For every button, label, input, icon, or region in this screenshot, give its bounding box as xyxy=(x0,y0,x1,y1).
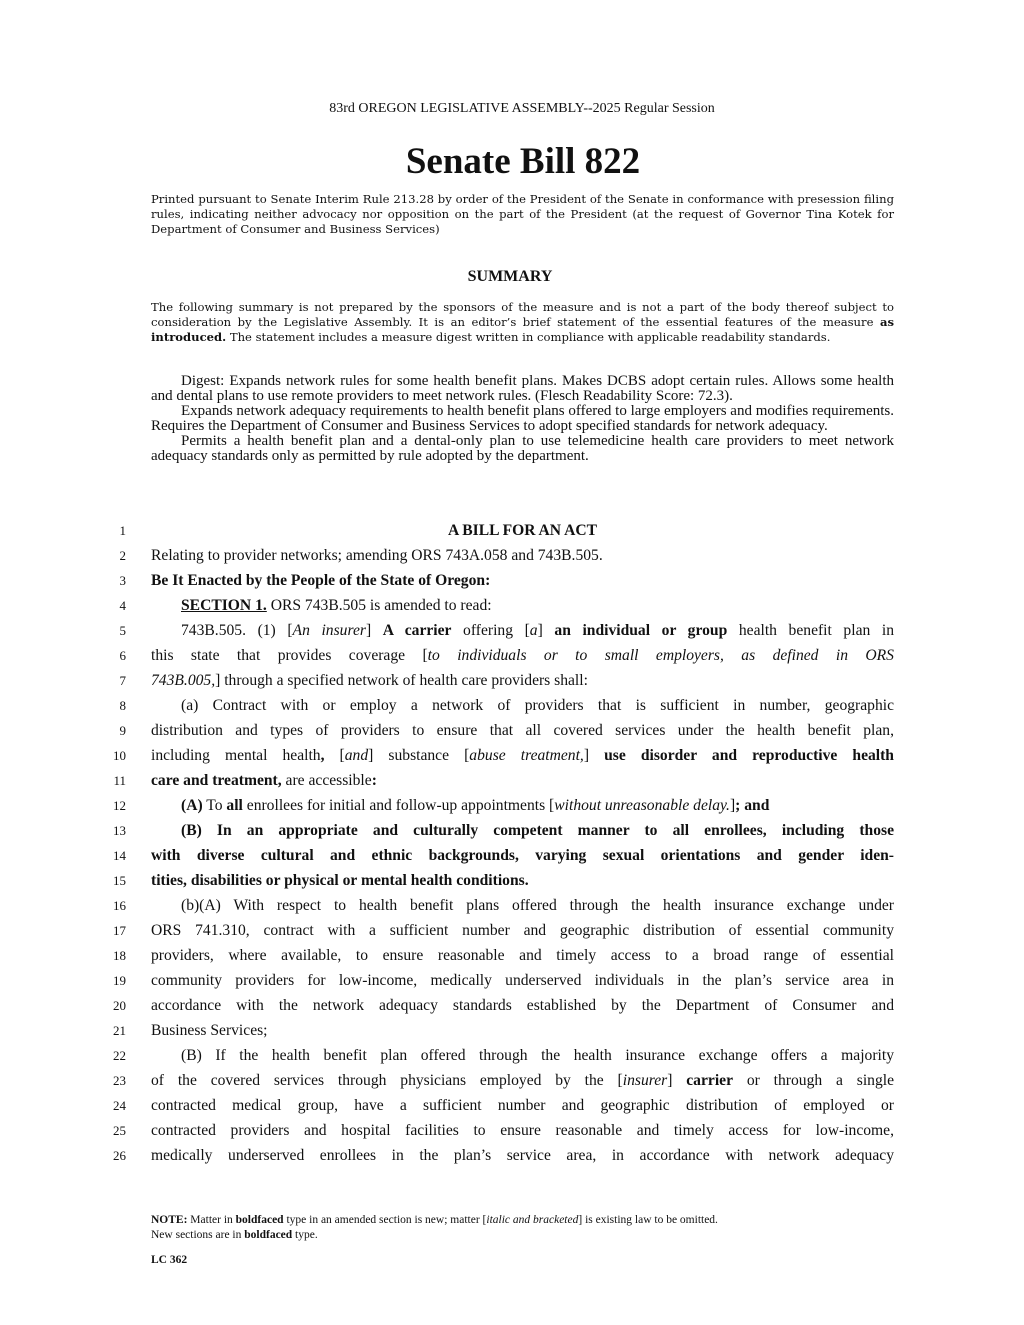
digest xyxy=(151,374,894,464)
bill-line: accordance with the network adequacy standards established by the Department of Consumer and xyxy=(151,997,894,1014)
bill-title: Senate Bill 822 xyxy=(405,141,641,182)
summary-heading: SUMMARY xyxy=(467,268,553,285)
bill-line: care and treatment, are accessible: xyxy=(151,772,377,789)
relating-clause: Relating to provider networks; amending ORS 743A.058 and 743B.505. xyxy=(151,547,603,564)
lc-number: LC 362 xyxy=(151,1254,188,1266)
line-number: 9 xyxy=(119,723,126,738)
bill-line: (B) In an appropriate and culturally competent manner to all enrollees, including those xyxy=(181,822,894,839)
line-number: 1 xyxy=(119,523,126,538)
line-number: 16 xyxy=(113,898,126,913)
line-number: 4 xyxy=(119,598,126,613)
line-number: 21 xyxy=(113,1023,126,1038)
digest-paragraph: Permits a health benefit plan and a dental-only plan to use telemedicine health care providers to meet network adequacy standards only as permitted by rule adopted by the department. xyxy=(151,433,894,464)
bill-line: contracted medical group, have a sufficient number and geographic distribution of employed or xyxy=(151,1097,894,1114)
line-number: 13 xyxy=(113,823,126,838)
bill-line: this state that provides coverage [to individuals or to small employers, as defined in ORS xyxy=(151,647,894,664)
line-number: 22 xyxy=(113,1048,126,1063)
bill-line: distribution and types of providers to ensure that all covered services under the health benefit plan, xyxy=(151,722,894,739)
bill-line: community providers for low-income, medically underserved individuals in the plan’s service area in xyxy=(151,972,894,989)
summary-note: The following summary is not prepared by the sponsors of the measure and is not a part of the body thereof subject to consideration by the Legislative Assembly. It is an editor’s brief statement of the essential features of the measure as introduced. The statement includes a measure digest written in compliance with applicable readability standards. xyxy=(151,300,894,344)
line-number: 17 xyxy=(113,923,126,938)
bill-line: (A) To all enrollees for initial and follow-up appointments [without unreasonable delay.]; and xyxy=(181,797,770,814)
bill-line: medically underserved enrollees in the plan’s service area, in accordance with network adequacy xyxy=(151,1147,894,1164)
line-number: 8 xyxy=(119,698,126,713)
footnote: NOTE: Matter in boldfaced type in an amended section is new; matter [italic and bracketed] is existing law to be omitted. New sections are in boldfaced type. xyxy=(151,1214,718,1241)
line-number: 20 xyxy=(113,998,126,1013)
digest-paragraph: Digest: Expands network rules for some health benefit plans. Makes DCBS adopt certain rules. Allows some health and dental plans to use remote providers to meet network rules. (Flesch Readability Score: 72.3). xyxy=(151,373,894,404)
line-number: 11 xyxy=(113,773,126,788)
section-heading: SECTION 1. ORS 743B.505 is amended to read: xyxy=(181,597,492,614)
line-number: 24 xyxy=(113,1098,126,1113)
line-number: 19 xyxy=(113,973,126,988)
bill-line: tities, disabilities or physical or mental health conditions. xyxy=(151,872,529,889)
bill-line: 743B.505. (1) [An insurer] A carrier offering [a] an individual or group health benefit plan in xyxy=(181,622,895,639)
line-number: 18 xyxy=(113,948,126,963)
line-number: 6 xyxy=(119,648,126,663)
line-number: 14 xyxy=(113,848,126,863)
line-number: 25 xyxy=(113,1123,126,1138)
bill-line: ORS 741.310, contract with a sufficient number and geographic distribution of essential community xyxy=(151,922,894,939)
line-number: 12 xyxy=(113,798,126,813)
digest-paragraph: Expands network adequacy requirements to health benefit plans offered to large employers and modifies requirements. Requires the Department of Consumer and Business Services to adopt specified standards for network adequacy. xyxy=(151,403,894,434)
bill-heading: A BILL FOR AN ACT xyxy=(447,522,598,539)
line-number: 10 xyxy=(113,748,126,763)
line-number: 2 xyxy=(119,548,126,563)
bill-line: including mental health, [and] substance [abuse treatment,] use disorder and reproductive health xyxy=(151,747,894,764)
line-number: 26 xyxy=(113,1148,126,1163)
bill-line: contracted providers and hospital facilities to ensure reasonable and timely access for low-income, xyxy=(151,1122,894,1139)
line-number: 5 xyxy=(119,623,126,638)
bill-line: (b)(A) With respect to health benefit plans offered through the health insurance exchange under xyxy=(181,897,894,914)
line-number: 23 xyxy=(113,1073,126,1088)
bill-line: Business Services; xyxy=(151,1022,268,1039)
bill-line: providers, where available, to ensure reasonable and timely access to a broad range of essential xyxy=(151,947,894,964)
bill-line: (a) Contract with or employ a network of providers that is sufficient in number, geographic xyxy=(181,697,894,714)
line-number: 7 xyxy=(119,673,126,688)
assembly-header: 83rd OREGON LEGISLATIVE ASSEMBLY--2025 Regular Session xyxy=(329,101,715,116)
bill-line: (B) If the health benefit plan offered through the health insurance exchange offers a majority xyxy=(181,1047,894,1064)
printed-statement: Printed pursuant to Senate Interim Rule 213.28 by order of the President of the Senate in conformance with presession filing rules, indicating neither advocacy nor opposition on the part of the President (at the request of Governor Tina Kotek for Department of Consumer and Business Services) xyxy=(151,192,894,236)
enacting-clause: Be It Enacted by the People of the State of Oregon: xyxy=(151,572,491,589)
line-number: 3 xyxy=(119,573,126,588)
line-number: 15 xyxy=(113,873,126,888)
bill-line: of the covered services through physicians employed by the [insurer] carrier or through a single xyxy=(151,1072,895,1089)
bill-line: 743B.005,] through a specified network of health care providers shall: xyxy=(151,672,588,689)
bill-line: with diverse cultural and ethnic backgrounds, varying sexual orientations and gender iden- xyxy=(151,847,894,864)
